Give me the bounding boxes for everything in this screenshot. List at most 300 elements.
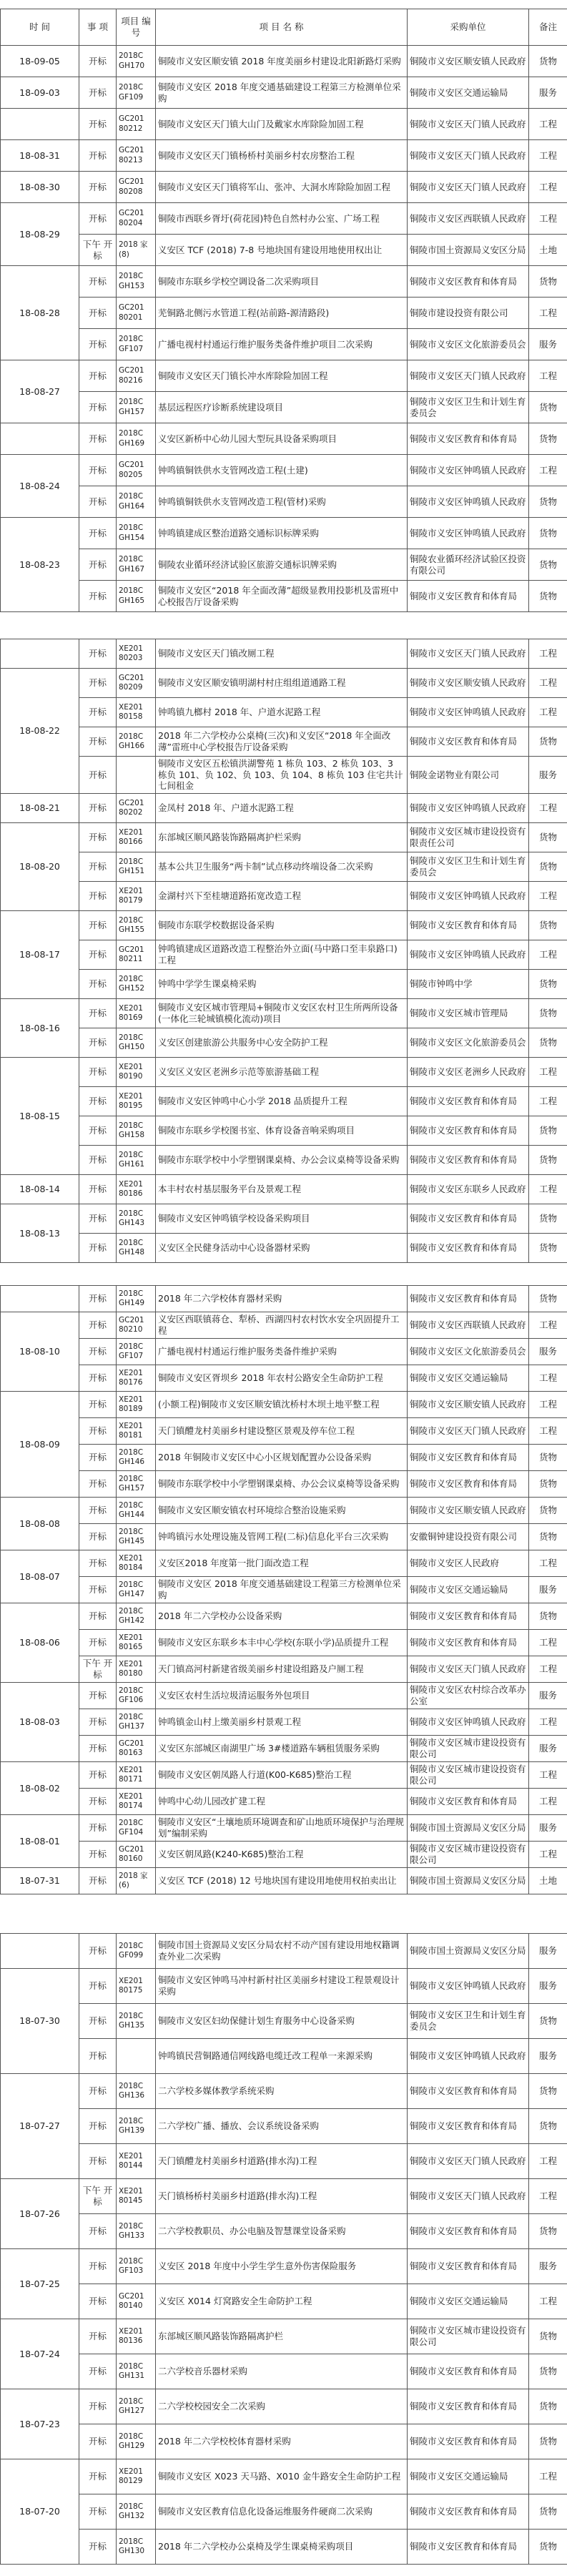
table-row: [1, 1116, 567, 1145]
event-cell: 开标: [79, 1630, 117, 1656]
project-code-cell: 2018C GF107: [117, 329, 156, 360]
event-cell: 开标: [79, 203, 117, 235]
project-name-cell: 2018 年二六学校校体育器材采购: [156, 2424, 408, 2459]
purchasing-unit-cell: 铜陵市义安区教育和体育局: [408, 2249, 529, 2284]
schedule-section: [0, 1285, 567, 1894]
table-row: [1, 2424, 567, 2459]
project-code-cell: 2018C GH129: [117, 2424, 156, 2459]
category-cell: 工程: [529, 298, 567, 329]
project-code-cell: GC201 80202: [117, 793, 156, 822]
date-cell: [1, 423, 79, 455]
purchasing-unit-cell: 铜陵市义安区城市建设投资有限公司: [408, 1736, 529, 1762]
category-cell: 货物: [529, 2354, 567, 2389]
event-cell: 开标: [79, 486, 117, 518]
event-cell: 开标: [79, 1603, 117, 1630]
table-row: [1, 1789, 567, 1815]
event-cell: 开标: [79, 46, 117, 77]
project-name-cell: 二六学校音乐器材采购: [156, 2354, 408, 2389]
purchasing-unit-cell: 铜陵市义安区城市建设投资有限公司: [408, 2319, 529, 2354]
purchasing-unit-cell: 铜陵市义安区城市建设投资有限公司: [408, 1762, 529, 1789]
category-cell: 工程: [529, 1086, 567, 1116]
table-row: [1, 969, 567, 998]
category-cell: 货物: [529, 2424, 567, 2459]
project-code-cell: 2018C GH143: [117, 1204, 156, 1233]
event-cell: 开标: [79, 669, 117, 698]
project-code-cell: 2018C GH157: [117, 1471, 156, 1498]
project-name-cell: 铜陵农业循环经济试验区旅游交通标识牌采购: [156, 549, 408, 581]
event-cell: 开标: [79, 2389, 117, 2424]
purchasing-unit-cell: 铜陵市义安区天门镇人民政府: [408, 2144, 529, 2179]
event-cell: 开标: [79, 1709, 117, 1736]
event-cell: 开标: [79, 1392, 117, 1418]
event-cell: 开标: [79, 1339, 117, 1365]
category-cell: 服务: [529, 1969, 567, 2004]
purchasing-unit-cell: 铜陵市义安区天门镇人民政府: [408, 2179, 529, 2214]
category-cell: 货物: [529, 1524, 567, 1550]
purchasing-unit-cell: 铜陵金诺物业有限公司: [408, 757, 529, 794]
project-code-cell: 2018C GH149: [117, 1286, 156, 1312]
project-name-cell: 义安区新桥中心幼儿园大型玩具设备采购项目: [156, 423, 408, 455]
table-row: [1, 2249, 567, 2284]
purchasing-unit-cell: 铜陵市国土资源局义安区分局: [408, 1868, 529, 1894]
category-cell: 货物: [529, 1445, 567, 1471]
purchasing-unit-cell: 铜陵市义安区顺安镇人民政府: [408, 669, 529, 698]
table-row: [1, 392, 567, 423]
project-code-cell: XE201 80181: [117, 1418, 156, 1445]
header-item: 事 项: [79, 9, 117, 46]
table-row: [1, 1233, 567, 1262]
purchasing-unit-cell: 安徽铜钟建设投资有限公司: [408, 1524, 529, 1550]
table-row: [1, 757, 567, 794]
project-code-cell: XE201 80171: [117, 1762, 156, 1789]
purchasing-unit-cell: 铜陵市义安区钟鸣镇人民政府: [408, 940, 529, 969]
purchasing-unit-cell: 铜陵市义安区城市管理局: [408, 998, 529, 1028]
project-code-cell: XE201 80184: [117, 1550, 156, 1577]
category-cell: 服务: [529, 1577, 567, 1603]
project-code-cell: 2018C GH133: [117, 2214, 156, 2249]
project-name-cell: 金凤村 2018 年、户道水泥路工程: [156, 793, 408, 822]
event-cell: 开标: [79, 1312, 117, 1339]
project-name-cell: 铜陵市义安区“土壤地质环境调查和矿山地质环境保护与治理规划”编制采购: [156, 1815, 408, 1842]
category-cell: 工程: [529, 881, 567, 910]
event-cell: 开标: [79, 549, 117, 581]
category-cell: 货物: [529, 518, 567, 549]
project-name-cell: 铜陵市义安区胥坝乡 2018 年农村公路安全生命防护工程: [156, 1365, 408, 1392]
date-cell: 18-08-01: [1, 1815, 79, 1868]
table-row: [1, 1934, 567, 1969]
project-code-cell: 2018C GH151: [117, 852, 156, 881]
category-cell: 货物: [529, 1286, 567, 1312]
category-cell: 工程: [529, 203, 567, 235]
event-cell: 开标: [79, 109, 117, 140]
project-code-cell: GC201 80140: [117, 2284, 156, 2319]
date-cell: 18-08-17: [1, 910, 79, 998]
category-cell: 工程: [529, 2284, 567, 2319]
project-name-cell: 铜陵市义安区妇幼保健计划生育服务中心设备采购: [156, 2004, 408, 2039]
project-code-cell: 2018C GH167: [117, 549, 156, 581]
table-row: [1, 793, 567, 822]
event-cell: 开标: [79, 1086, 117, 1116]
project-name-cell: 广播电视村村通运行维护服务类备件维护项目二次采购: [156, 329, 408, 360]
event-cell: 下午 开标: [79, 235, 117, 266]
project-name-cell: 2018 年二六学校办公桌椅及学生课桌椅采购项目: [156, 2530, 408, 2565]
purchasing-unit-cell: 铜陵市义安区教育和体育局: [408, 2354, 529, 2389]
event-cell: 开标: [79, 1174, 117, 1204]
schedule-section: [0, 1933, 567, 2565]
event-cell: 开标: [79, 1683, 117, 1709]
purchasing-unit-cell: 铜陵市义安区教育和体育局: [408, 1204, 529, 1233]
event-cell: 开标: [79, 1550, 117, 1577]
category-cell: 货物: [529, 2530, 567, 2565]
event-cell: 开标: [79, 1286, 117, 1312]
purchasing-unit-cell: 铜陵市义安区教育和体育局: [408, 2109, 529, 2144]
table-row: [1, 1603, 567, 1630]
project-code-cell: XE201 80175: [117, 1969, 156, 2004]
table-row: [1, 1286, 567, 1312]
project-code-cell: 2018C GH142: [117, 1603, 156, 1630]
purchasing-unit-cell: 铜陵市义安区西联镇人民政府: [408, 1312, 529, 1339]
purchasing-unit-cell: 铜陵市义安区顺安镇人民政府: [408, 1498, 529, 1524]
category-cell: 服务: [529, 1736, 567, 1762]
category-cell: 服务: [529, 2249, 567, 2284]
category-cell: 工程: [529, 2459, 567, 2494]
purchasing-unit-cell: 铜陵市义安区人民政府: [408, 1550, 529, 1577]
project-name-cell: 义安区创建旅游公共服务中心安全防护工程: [156, 1028, 408, 1057]
table-row: [1, 1204, 567, 1233]
event-cell: 开标: [79, 2494, 117, 2530]
project-name-cell: 义安区西联镇蒋仓、犁桥、西湖四村农村饮水安全巩固提升工程: [156, 1312, 408, 1339]
table-row: [1, 2389, 567, 2424]
project-code-cell: 2018C GH130: [117, 2530, 156, 2565]
project-name-cell: 钟鸣镇九榔村 2018 年、户道水泥路工程: [156, 698, 408, 727]
project-name-cell: 2018 年二六学校体育器材采购: [156, 1286, 408, 1312]
project-name-cell: 铜陵市东联乡学校图书室、体育设备音响采购项目: [156, 1116, 408, 1145]
table-row: [1, 2039, 567, 2074]
event-cell: 开标: [79, 1204, 117, 1233]
table-row: [1, 1339, 567, 1365]
purchasing-unit-cell: 铜陵市义安区天门镇人民政府: [408, 140, 529, 172]
event-cell: 开标: [79, 1418, 117, 1445]
date-cell: 18-09-05: [1, 46, 79, 77]
project-code-cell: 2018C GH147: [117, 1577, 156, 1603]
project-code-cell: 2018C GH153: [117, 266, 156, 298]
table-row: [1, 1086, 567, 1116]
project-code-cell: 2018 家(6): [117, 1868, 156, 1894]
project-name-cell: 天门镇高河村新建省级美丽乡村建设组路及户厕工程: [156, 1656, 408, 1683]
category-cell: 工程: [529, 639, 567, 669]
header-unit: 采购单位: [408, 9, 529, 46]
project-code-cell: GC201 80205: [117, 455, 156, 486]
category-cell: 工程: [529, 1789, 567, 1815]
project-name-cell: 铜陵市东联乡学校空调设备二次采购项目: [156, 266, 408, 298]
category-cell: 土地: [529, 235, 567, 266]
project-name-cell: 天门镇杨桥村美丽乡村道路(排水沟)工程: [156, 2179, 408, 2214]
event-cell: 开标: [79, 2074, 117, 2109]
project-code-cell: 2018C GF104: [117, 1815, 156, 1842]
category-cell: 货物: [529, 1204, 567, 1233]
date-cell: [1, 109, 79, 140]
project-name-cell: 基本公共卫生服务“两卡制”试点移动终端设备二次采购: [156, 852, 408, 881]
purchasing-unit-cell: 铜陵市义安区顺安镇人民政府: [408, 1392, 529, 1418]
project-code-cell: GC201 80212: [117, 109, 156, 140]
purchasing-unit-cell: 铜陵市义安区东联乡人民政府: [408, 1174, 529, 1204]
date-cell: [1, 1934, 79, 1969]
event-cell: 开标: [79, 1445, 117, 1471]
purchasing-unit-cell: 铜陵市义安区教育和体育局: [408, 910, 529, 940]
table-row: [1, 77, 567, 109]
project-code-cell: 2018C GH154: [117, 518, 156, 549]
project-code-cell: 2018C GF109: [117, 77, 156, 109]
purchasing-unit-cell: 铜陵市国土资源局义安区分局: [408, 1815, 529, 1842]
event-cell: 开标: [79, 910, 117, 940]
event-cell: 开标: [79, 822, 117, 852]
table-row: [1, 2004, 567, 2039]
table-row: [1, 940, 567, 969]
purchasing-unit-cell: 铜陵市国土资源局义安区分局: [408, 235, 529, 266]
purchasing-unit-cell: 铜陵市义安区钟鸣镇人民政府: [408, 1969, 529, 2004]
date-cell: 18-08-10: [1, 1312, 79, 1392]
event-cell: 开标: [79, 2424, 117, 2459]
project-code-cell: 2018C GH136: [117, 2074, 156, 2109]
project-code-cell: XE201 80136: [117, 2319, 156, 2354]
project-code-cell: 2018C GH150: [117, 1028, 156, 1057]
project-code-cell: 2018C GH144: [117, 1498, 156, 1524]
event-cell: 开标: [79, 1471, 117, 1498]
purchasing-unit-cell: 铜陵市义安区教育和体育局: [408, 2424, 529, 2459]
category-cell: 服务: [529, 329, 567, 360]
purchasing-unit-cell: 铜陵市义安区交通运输局: [408, 77, 529, 109]
date-cell: 18-07-20: [1, 2459, 79, 2565]
category-cell: 服务: [529, 2039, 567, 2074]
event-cell: 开标: [79, 172, 117, 203]
event-cell: 开标: [79, 2039, 117, 2074]
table-row: [1, 329, 567, 360]
date-cell: 18-07-30: [1, 1969, 79, 2074]
table-row: [1, 1630, 567, 1656]
purchasing-unit-cell: 铜陵市义安区交通运输局: [408, 2459, 529, 2494]
category-cell: 服务: [529, 1934, 567, 1969]
project-code-cell: 2018C GH148: [117, 1233, 156, 1262]
project-name-cell: 金湖村兴下至桂塘道路拓宽改造工程: [156, 881, 408, 910]
project-code-cell: 2018C GH152: [117, 969, 156, 998]
event-cell: 开标: [79, 727, 117, 757]
purchasing-unit-cell: 铜陵市义安区教育和体育局: [408, 2389, 529, 2424]
purchasing-unit-cell: 铜陵市义安区天门镇人民政府: [408, 109, 529, 140]
table-row: [1, 203, 567, 235]
purchasing-unit-cell: 铜陵市义安区卫生和计划生育委员会: [408, 852, 529, 881]
project-code-cell: XE201 80195: [117, 1086, 156, 1116]
category-cell: 货物: [529, 2389, 567, 2424]
table-row: [1, 486, 567, 518]
project-code-cell: XE201 80158: [117, 698, 156, 727]
purchasing-unit-cell: 铜陵市义安区教育和体育局: [408, 1471, 529, 1498]
project-code-cell: XE201 80169: [117, 998, 156, 1028]
project-name-cell: 铜陵市义安区钟鸣中心小学 2018 品质提升工程: [156, 1086, 408, 1116]
table-row: [1, 549, 567, 581]
category-cell: 工程: [529, 1418, 567, 1445]
date-cell: 18-08-28: [1, 266, 79, 360]
category-cell: 货物: [529, 910, 567, 940]
date-cell: 18-08-24: [1, 455, 79, 518]
project-name-cell: 铜陵市义安区城市管理局+铜陵市义安区农村卫生所两所设备(一体化三轮城镇模化流动)项目: [156, 998, 408, 1028]
category-cell: 工程: [529, 1709, 567, 1736]
table-row: [1, 109, 567, 140]
category-cell: 工程: [529, 1762, 567, 1789]
table-row: [1, 852, 567, 881]
purchasing-unit-cell: 铜陵市义安区顺安镇人民政府: [408, 46, 529, 77]
project-name-cell: 芜铜路北侧污水管道工程(站前路-源清路段): [156, 298, 408, 329]
category-cell: 工程: [529, 2179, 567, 2214]
project-name-cell: 2018 年二六学校办公桌椅(三次)和义安区“2018 年全面改薄”雷班中心学校报告厅设备采购: [156, 727, 408, 757]
project-code-cell: 2018C GH139: [117, 2109, 156, 2144]
project-name-cell: 二六学校教职员、办公电脑及智慧课堂设备采购: [156, 2214, 408, 2249]
category-cell: 货物: [529, 2074, 567, 2109]
schedule-table: [0, 1933, 567, 2565]
project-code-cell: GC201 80211: [117, 940, 156, 969]
category-cell: 工程: [529, 1842, 567, 1868]
table-row: [1, 172, 567, 203]
project-code-cell: XE201 80189: [117, 1392, 156, 1418]
project-code-cell: XE201 80144: [117, 2144, 156, 2179]
purchasing-unit-cell: 铜陵市义安区天门镇人民政府: [408, 639, 529, 669]
table-row: [1, 1524, 567, 1550]
category-cell: 货物: [529, 1471, 567, 1498]
purchasing-unit-cell: 铜陵市义安区西联镇人民政府: [408, 203, 529, 235]
project-name-cell: 铜陵市西联乡胥圩(荷花园)特色自然村办公室、广场工程: [156, 203, 408, 235]
category-cell: 货物: [529, 2109, 567, 2144]
event-cell: 开标: [79, 140, 117, 172]
table-row: [1, 1057, 567, 1086]
project-name-cell: 铜陵市东联学校中小学塑钢课桌椅、办公会议桌椅等设备采购: [156, 1471, 408, 1498]
event-cell: 开标: [79, 969, 117, 998]
project-code-cell: 2018C GF107: [117, 1339, 156, 1365]
schedule-section: [0, 639, 567, 1263]
event-cell: 开标: [79, 1789, 117, 1815]
project-name-cell: 铜陵市义安区天门镇杨桥村美丽乡村农房整治工程: [156, 140, 408, 172]
event-cell: 开标: [79, 392, 117, 423]
category-cell: 货物: [529, 486, 567, 518]
purchasing-unit-cell: 铜陵市义安区文化旅游委员会: [408, 329, 529, 360]
purchasing-unit-cell: 铜陵市义安区天门镇人民政府: [408, 1418, 529, 1445]
purchasing-unit-cell: 铜陵市义安区教育和体育局: [408, 1445, 529, 1471]
project-name-cell: 义安区义安区老洲乡示范等旅游基础工程: [156, 1057, 408, 1086]
date-cell: 18-08-03: [1, 1683, 79, 1762]
table-row: [1, 1842, 567, 1868]
event-cell: 开标: [79, 1842, 117, 1868]
event-cell: 开标: [79, 1868, 117, 1894]
category-cell: 货物: [529, 581, 567, 612]
event-cell: 开标: [79, 1057, 117, 1086]
category-cell: 服务: [529, 1339, 567, 1365]
project-name-cell: 铜陵市义安区“2018 年全面改薄”超级显教用投影机及雷班中心校报告厅设备采购: [156, 581, 408, 612]
purchasing-unit-cell: 铜陵市义安区教育和体育局: [408, 1603, 529, 1630]
category-cell: 工程: [529, 669, 567, 698]
date-cell: 18-07-31: [1, 1868, 79, 1894]
date-cell: 18-08-22: [1, 669, 79, 794]
header-date: 时 间: [1, 9, 79, 46]
event-cell: 开标: [79, 1934, 117, 1969]
project-name-cell: 铜陵市义安区 X023 天马路、X010 金牛路安全生命防护工程: [156, 2459, 408, 2494]
category-cell: 货物: [529, 727, 567, 757]
table-row: [1, 1683, 567, 1709]
purchasing-unit-cell: 铜陵市义安区文化旅游委员会: [408, 1028, 529, 1057]
project-name-cell: 义安区全民健身活动中心设备器材采购: [156, 1233, 408, 1262]
category-cell: 货物: [529, 822, 567, 852]
table-row: [1, 1418, 567, 1445]
project-name-cell: 钟鸣镇铜铁供水支管网改造工程(管材)采购: [156, 486, 408, 518]
table-row: [1, 46, 567, 77]
purchasing-unit-cell: 铜陵市义安区天门镇人民政府: [408, 1656, 529, 1683]
category-cell: 工程: [529, 940, 567, 969]
project-name-cell: 铜陵市义安区钟鸣镇学校设备采购项目: [156, 1204, 408, 1233]
category-cell: 工程: [529, 1365, 567, 1392]
project-name-cell: 二六学校多媒体教学系统采购: [156, 2074, 408, 2109]
purchasing-unit-cell: 铜陵市钟鸣中学: [408, 969, 529, 998]
purchasing-unit-cell: 铜陵市义安区文化旅游委员会: [408, 1339, 529, 1365]
project-code-cell: GC201 80160: [117, 1842, 156, 1868]
event-cell: 开标: [79, 581, 117, 612]
project-name-cell: 东部城区顺风路装饰路隔离护栏采购: [156, 822, 408, 852]
project-name-cell: 义安区2018 年度第一批门面改造工程: [156, 1550, 408, 1577]
category-cell: 工程: [529, 698, 567, 727]
project-name-cell: 广播电视村村通运行维护服务类备件维护采购: [156, 1339, 408, 1365]
event-cell: 开标: [79, 1145, 117, 1174]
category-cell: 服务: [529, 1815, 567, 1842]
header-note: 备注: [529, 9, 567, 46]
category-cell: 工程: [529, 1630, 567, 1656]
category-cell: 货物: [529, 1145, 567, 1174]
project-name-cell: 钟鸣中学学生课桌椅采购: [156, 969, 408, 998]
date-cell: 18-07-25: [1, 2249, 79, 2319]
project-name-cell: 铜陵市国土资源局义安区分局农村不动产国有建设用地权籍调查外业二次采购: [156, 1934, 408, 1969]
purchasing-unit-cell: 铜陵市义安区钟鸣镇人民政府: [408, 455, 529, 486]
purchasing-unit-cell: 铜陵市建设投资有限公司: [408, 298, 529, 329]
date-cell: 18-08-02: [1, 1762, 79, 1815]
table-row: [1, 423, 567, 455]
category-cell: 工程: [529, 109, 567, 140]
project-name-cell: 铜陵市义安区顺安镇明湖村村庄组组道通路工程: [156, 669, 408, 698]
project-name-cell: 铜陵市义安区天门镇改厕工程: [156, 639, 408, 669]
project-name-cell: 义安区 2018 年度中小学生学生意外伤害保险服务: [156, 2249, 408, 2284]
table-row: [1, 669, 567, 698]
purchasing-unit-cell: 铜陵市义安区城市建设投资有限公司: [408, 1842, 529, 1868]
category-cell: 工程: [529, 1174, 567, 1204]
project-name-cell: 二六学校校园安全二次采购: [156, 2389, 408, 2424]
event-cell: 开标: [79, 2284, 117, 2319]
project-code-cell: 2018C GF099: [117, 1934, 156, 1969]
project-code-cell: XE201 80165: [117, 1630, 156, 1656]
category-cell: 货物: [529, 2319, 567, 2354]
date-cell: 18-08-14: [1, 1174, 79, 1204]
table-row: [1, 639, 567, 669]
table-row: [1, 998, 567, 1028]
purchasing-unit-cell: 铜陵市国土资源局义安区分局: [408, 1934, 529, 1969]
project-code-cell: [117, 2039, 156, 2074]
project-code-cell: GC201 80163: [117, 1736, 156, 1762]
table-row: [1, 1445, 567, 1471]
category-cell: 工程: [529, 172, 567, 203]
project-code-cell: XE201 80166: [117, 822, 156, 852]
project-name-cell: 基层远程医疗诊断系统建设项目: [156, 392, 408, 423]
table-row: [1, 1028, 567, 1057]
category-cell: 工程: [529, 455, 567, 486]
project-name-cell: 铜陵市义安区钟鸣马冲村新村社区美丽乡村建设工程景观设计采购: [156, 1969, 408, 2004]
event-cell: 开标: [79, 298, 117, 329]
category-cell: 货物: [529, 46, 567, 77]
date-cell: 18-08-06: [1, 1603, 79, 1683]
event-cell: 开标: [79, 1577, 117, 1603]
project-code-cell: XE201 80129: [117, 2459, 156, 2494]
